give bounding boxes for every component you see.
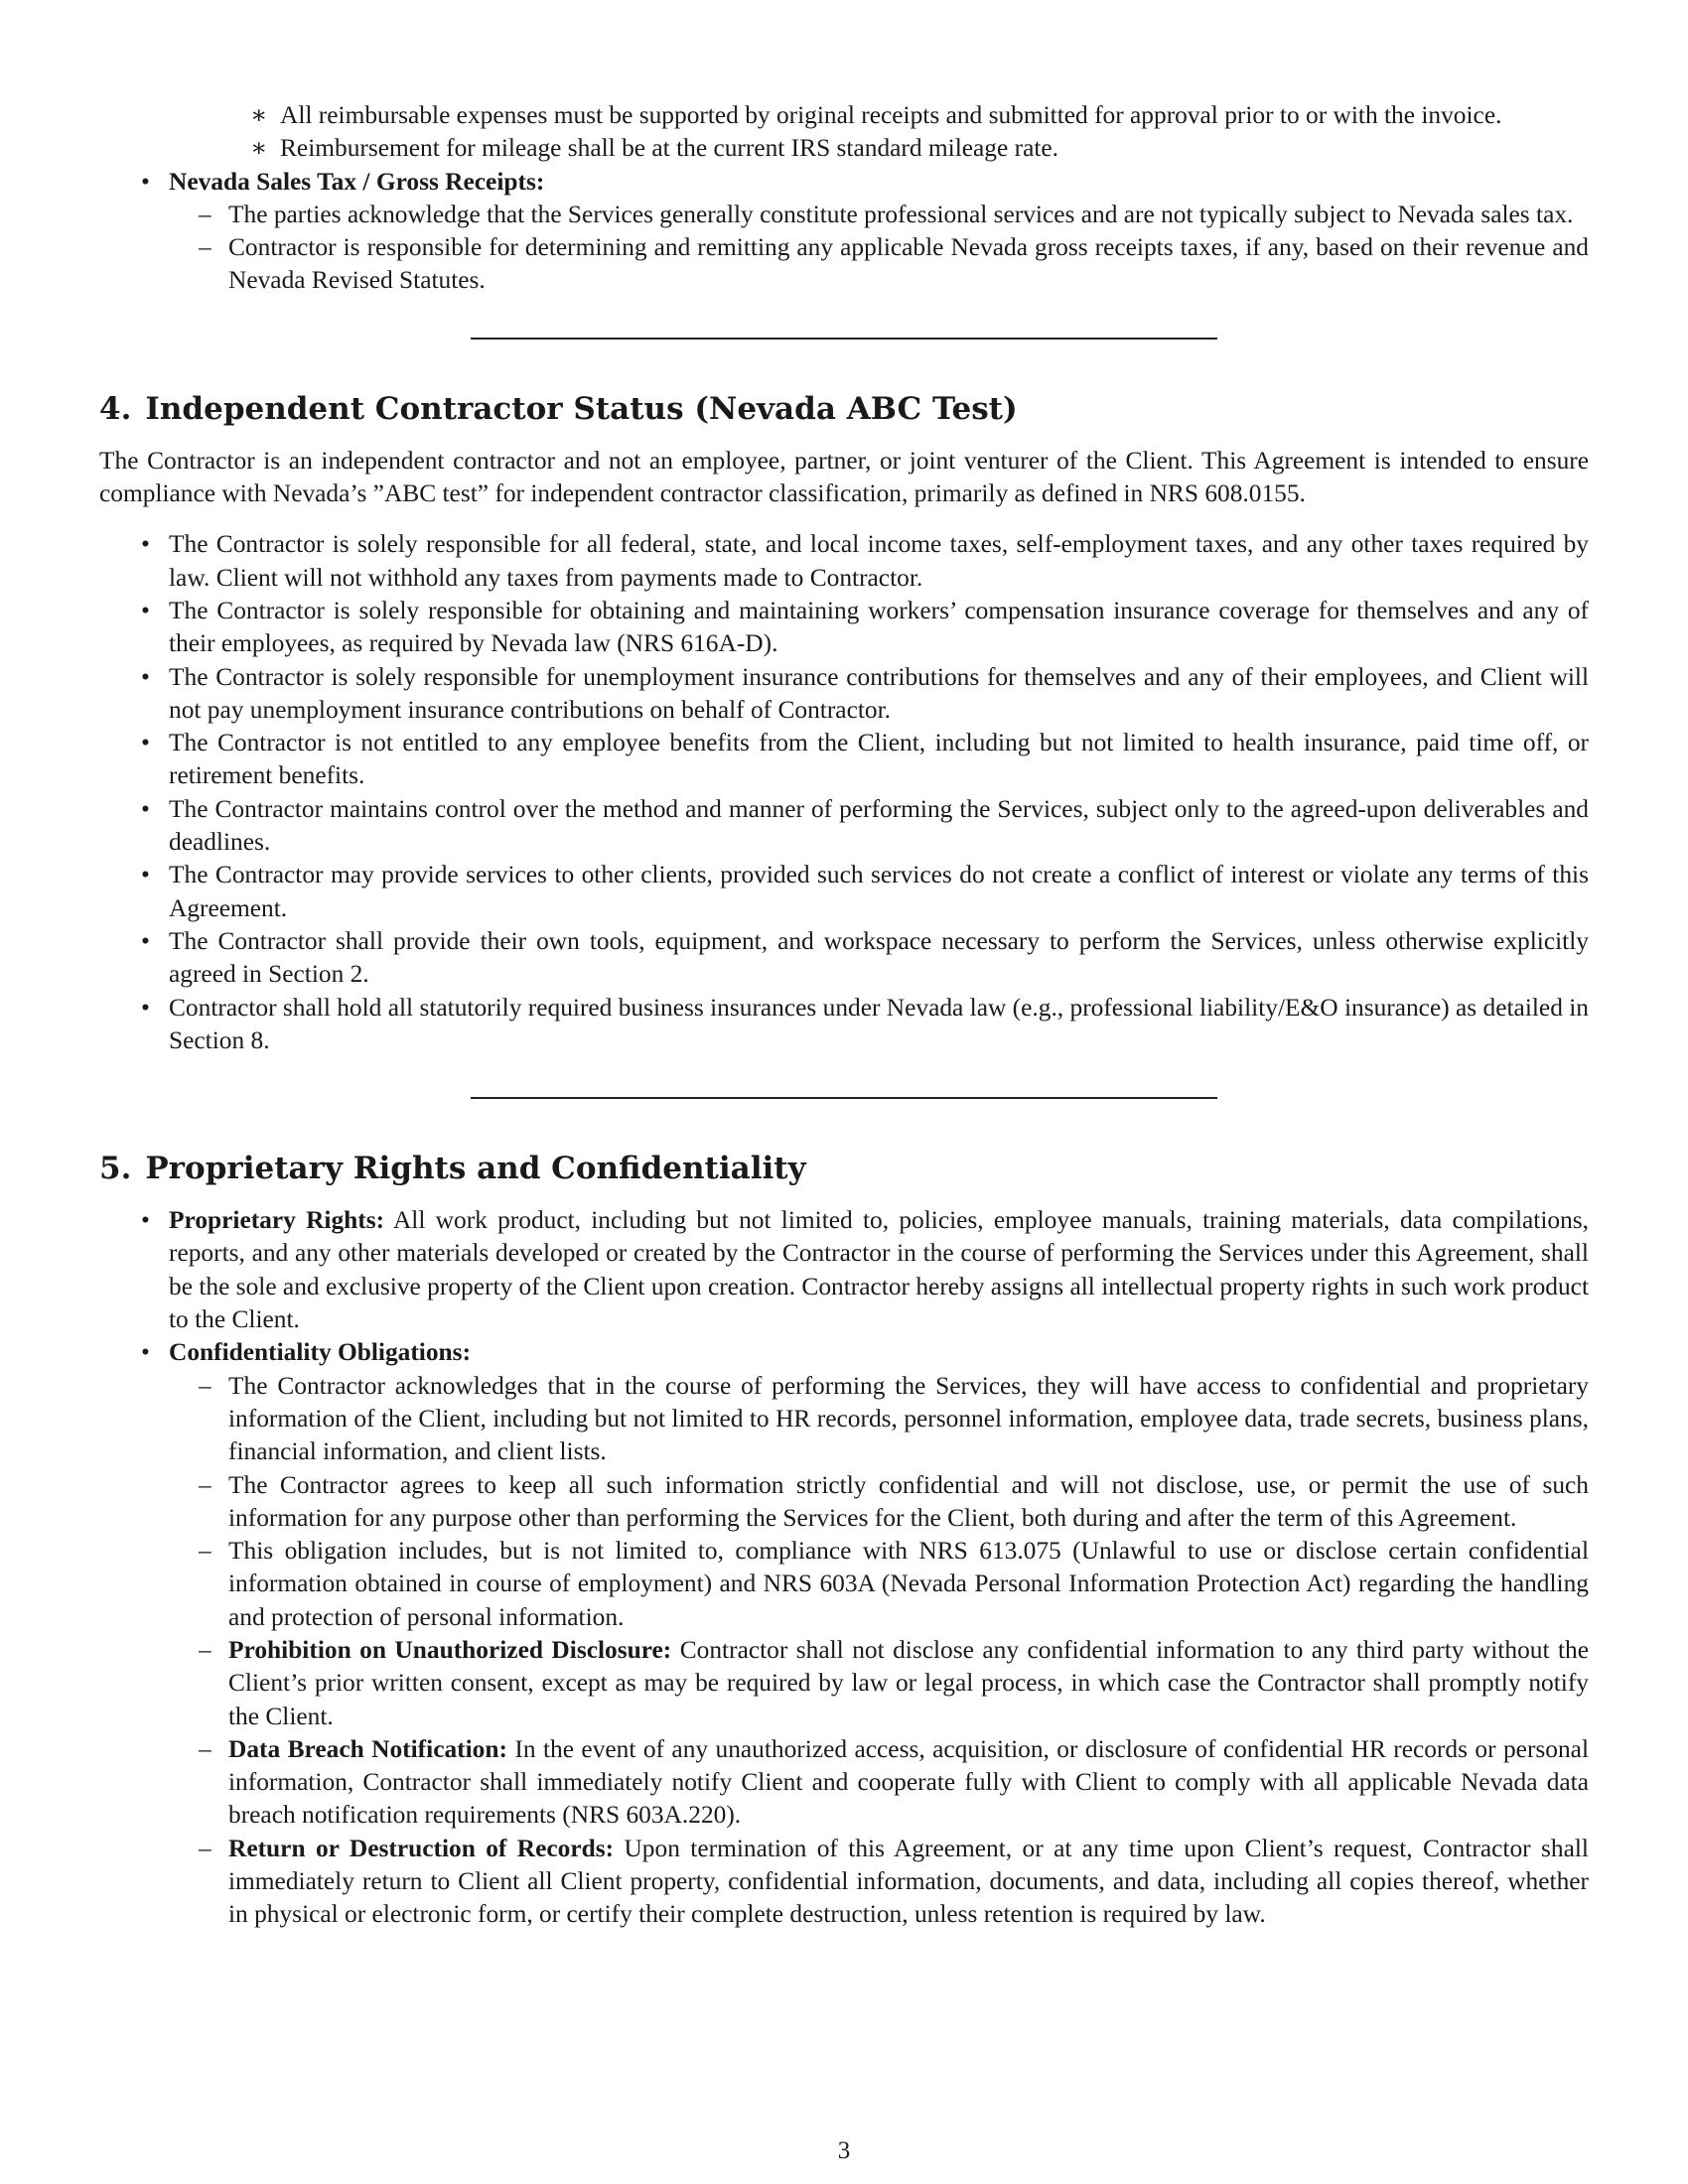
section-number: 4. xyxy=(99,390,132,427)
expense-sublist xyxy=(280,99,1589,166)
confidentiality-list xyxy=(169,1204,1589,1932)
item-label: Nevada Sales Tax / Gross Receipts: xyxy=(169,167,545,196)
document-page xyxy=(99,99,1589,1932)
list-item xyxy=(169,166,1589,298)
item-text: In the event of any unauthorized access, acquisition, or disclosure of confidential HR records or personal information, Contractor shall immediately notify Client and cooperate fully with Client to comply with all applicable Nevada data breach notification requirements (NRS 603A.220). xyxy=(228,1734,1589,1830)
section-title: Proprietary Rights and Confidentiality xyxy=(145,1151,806,1187)
item-text: All work product, including but not limited to, policies, employee manuals, training materials, data compilations, reports, and any other materials developed or created by the Contractor in the course of performing the Services under this Agreement, shall be the sole and exclusive property of the Client upon creation. Contractor hereby assigns all intellectual property rights in such work product to the Client. xyxy=(169,1206,1589,1334)
list-item: • The Contractor is solely responsible for all federal, state, and local income taxes, self-employment taxes, and any other taxes required by law. Client will not withhold any taxes from payments made to Contractor. xyxy=(169,528,1589,595)
list-item: • The Contractor maintains control over the method and manner of performing the Services, subject only to the agreed-upon deliverables and deadlines. xyxy=(169,793,1589,860)
item-label: Proprietary Rights: xyxy=(169,1206,385,1235)
list-item: • The Contractor may provide services to other clients, provided such services do not create a conflict of interest or violate any terms of this Agreement. xyxy=(169,859,1589,925)
list-item: – The Contractor agrees to keep all such information strictly confidential and will not disclose, use, or permit the use of such information for any purpose other than performing the Services for the Client, both during and after the term of this Agreement. xyxy=(228,1469,1589,1536)
list-item xyxy=(169,1336,1589,1931)
list-item xyxy=(228,1634,1589,1733)
item-label: Confidentiality Obligations: xyxy=(169,1338,472,1367)
item-text: Contractor shall not disclose any confidential information to any third party without the Client’s prior written consent, except as may be required by law or legal process, in which case the Contractor shall promptly notify the Client. xyxy=(228,1635,1589,1730)
list-item: • The Contractor shall provide their own tools, equipment, and workspace necessary to perform the Services, unless otherwise explicitly agreed in Section 2. xyxy=(169,925,1589,992)
section-heading xyxy=(99,389,1589,429)
item-label: Data Breach Notification: xyxy=(228,1734,507,1763)
list-item: • The Contractor is not entitled to any employee benefits from the Client, including but not limited to health insurance, paid time off, or retirement benefits. xyxy=(169,727,1589,793)
list-item: – This obligation includes, but is not limited to, compliance with NRS 613.075 (Unlawful to use or disclose certain confidential information obtained in course of employment) and NRS 603A (Nevada Personal Information Protection Act) regarding the handling and protection of personal information. xyxy=(228,1535,1589,1634)
section-heading xyxy=(99,1149,1589,1188)
item-text: Upon termination of this Agreement, or at any time upon Client’s request, Contractor shall immediately return to Client all Client property, confidential information, documents, and data, including all copies thereof, whether in physical or electronic form, or certify their complete destruction, unless retention is required by law. xyxy=(228,1834,1589,1929)
list-item xyxy=(228,1833,1589,1932)
page-number: 3 xyxy=(837,2137,851,2164)
list-item: – The parties acknowledge that the Services generally constitute professional services and are not typically subject to Nevada sales tax. xyxy=(228,199,1589,231)
list-item: ∗ Reimbursement for mileage shall be at the current IRS standard mileage rate. xyxy=(280,132,1589,165)
item-label: Return or Destruction of Records: xyxy=(228,1834,615,1862)
list-item: – Contractor is responsible for determining and remitting any applicable Nevada gross receipts taxes, if any, based on their revenue and Nevada Revised Statutes. xyxy=(228,231,1589,298)
list-item xyxy=(169,1204,1589,1336)
section-number: 5. xyxy=(99,1151,132,1187)
sales-tax-list xyxy=(169,166,1589,298)
confidentiality-sublist xyxy=(228,1370,1589,1932)
list-item: • The Contractor is solely responsible for obtaining and maintaining workers’ compensation insurance coverage for themselves and any of their employees, as required by Nevada law (NRS 616A-D). xyxy=(169,595,1589,661)
section-divider xyxy=(471,1097,1217,1099)
list-item: ∗ All reimbursable expenses must be supported by original receipts and submitted for approval prior to or with the invoice. xyxy=(280,99,1589,132)
sales-tax-sublist xyxy=(228,199,1589,298)
list-item: – The Contractor acknowledges that in the course of performing the Services, they will have access to confidential and proprietary information of the Client, including but not limited to HR records, personnel information, employee data, trade secrets, business plans, financial information, and client lists. xyxy=(228,1370,1589,1469)
item-label: Prohibition on Unauthorized Disclosure: xyxy=(228,1635,672,1664)
contractor-status-list xyxy=(169,528,1589,1057)
section-title: Independent Contractor Status (Nevada ABC Test) xyxy=(145,390,1018,427)
section-intro: The Contractor is an independent contractor and not an employee, partner, or joint venturer of the Client. This Agreement is intended to ensure compliance with Nevada’s ”ABC test” for independent contractor classification, primarily as defined in NRS 608.0155. xyxy=(99,446,1589,508)
list-item: • The Contractor is solely responsible for unemployment insurance contributions for themselves and any of their employees, and Client will not pay unemployment insurance contributions on behalf of Contractor. xyxy=(169,661,1589,728)
section-divider xyxy=(471,338,1217,340)
list-item: • Contractor shall hold all statutorily required business insurances under Nevada law (e.g., professional liability/E&O insurance) as detailed in Section 8. xyxy=(169,992,1589,1058)
list-item xyxy=(228,1733,1589,1833)
